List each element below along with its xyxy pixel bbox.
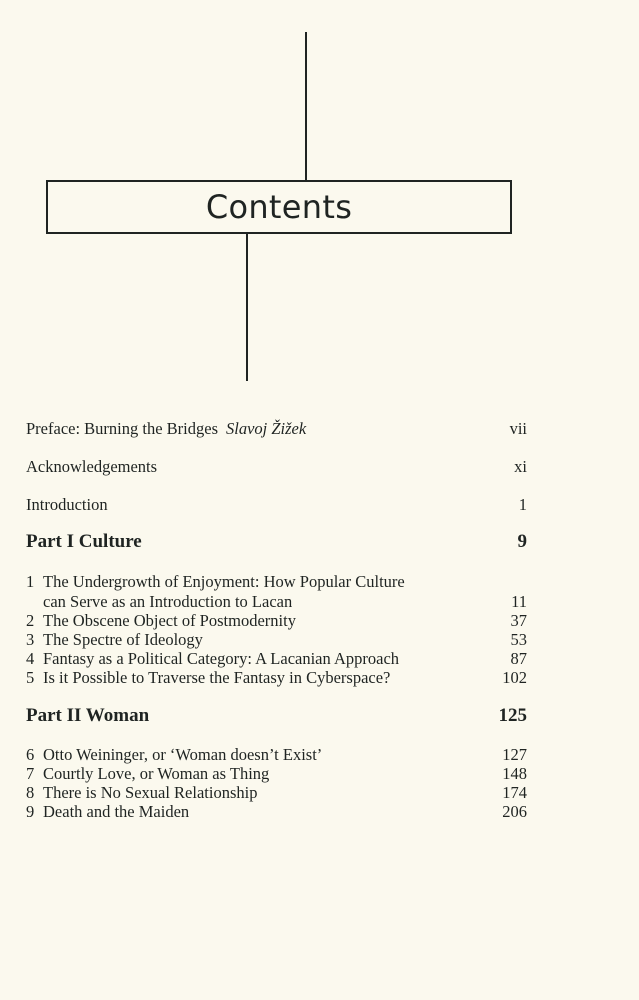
toc-chapter-5[interactable] [26, 668, 527, 687]
part-page: 125 [498, 705, 527, 726]
toc-chapter-4[interactable] [26, 649, 527, 668]
entry-page: xi [514, 457, 527, 476]
chapter-title: Fantasy as a Political Category: A Lacanian Approach [43, 649, 400, 668]
entry-title: Introduction [26, 495, 108, 514]
chapter-page: 148 [502, 764, 527, 783]
chapter-page: 174 [502, 783, 527, 802]
toc-entry-acknowledgements[interactable] [26, 457, 527, 476]
chapter-title: Otto Weininger, or ‘Woman doesn’t Exist’ [43, 745, 323, 764]
part-title: Part II Woman [26, 705, 150, 726]
chapter-number: 2 [26, 611, 35, 630]
chapter-page: 37 [510, 611, 527, 630]
chapter-number: 5 [26, 668, 35, 687]
chapter-page: 87 [510, 649, 527, 668]
chapter-title: Is it Possible to Traverse the Fantasy in Cyberspace? [43, 668, 391, 687]
chapter-number: 9 [26, 802, 35, 821]
chapter-number: 6 [26, 745, 35, 764]
part-heading-culture[interactable] [26, 532, 527, 551]
part-page: 9 [517, 531, 527, 552]
chapter-page: 206 [502, 802, 527, 821]
toc-chapter-2[interactable] [26, 611, 527, 630]
entry-title: Preface: Burning the Bridges [26, 419, 218, 438]
page-title: Contents [205, 188, 353, 226]
toc-chapter-1[interactable] [26, 572, 527, 591]
chapter-number: 8 [26, 783, 35, 802]
toc-chapter-8[interactable] [26, 783, 527, 802]
chapter-page: 102 [502, 668, 527, 687]
toc-chapter-1-continued[interactable] [26, 592, 527, 611]
entry-author: Slavoj Žižek [226, 419, 307, 438]
chapter-number: 3 [26, 630, 35, 649]
entry-page: 1 [518, 495, 527, 514]
chapter-title-line2: can Serve as an Introduction to Lacan [43, 592, 293, 611]
chapter-title: The Spectre of Ideology [43, 630, 203, 649]
chapter-number: 1 [26, 572, 35, 591]
top-vertical-rule [305, 32, 307, 180]
toc-chapter-3[interactable] [26, 630, 527, 649]
chapter-page: 11 [511, 592, 527, 611]
toc-entry-introduction[interactable] [26, 495, 527, 514]
entry-page: vii [509, 419, 527, 438]
title-box [46, 180, 512, 234]
toc-chapter-9[interactable] [26, 802, 527, 821]
toc-chapter-6[interactable] [26, 745, 527, 764]
chapter-title-line1: The Undergrowth of Enjoyment: How Popular Culture [43, 572, 405, 591]
chapter-title: Death and the Maiden [43, 802, 190, 821]
chapter-title: The Obscene Object of Postmodernity [43, 611, 296, 630]
entry-title: Acknowledgements [26, 457, 158, 476]
toc-entry-preface[interactable] [26, 419, 527, 438]
part-title: Part I Culture [26, 531, 142, 552]
chapter-title: There is No Sexual Relationship [43, 783, 258, 802]
bottom-vertical-rule [246, 232, 248, 381]
chapter-page: 127 [502, 745, 527, 764]
part-heading-woman[interactable] [26, 706, 527, 725]
chapter-page: 53 [510, 630, 527, 649]
chapter-title: Courtly Love, or Woman as Thing [43, 764, 270, 783]
chapter-number: 4 [26, 649, 35, 668]
chapter-number: 7 [26, 764, 35, 783]
toc-chapter-7[interactable] [26, 764, 527, 783]
